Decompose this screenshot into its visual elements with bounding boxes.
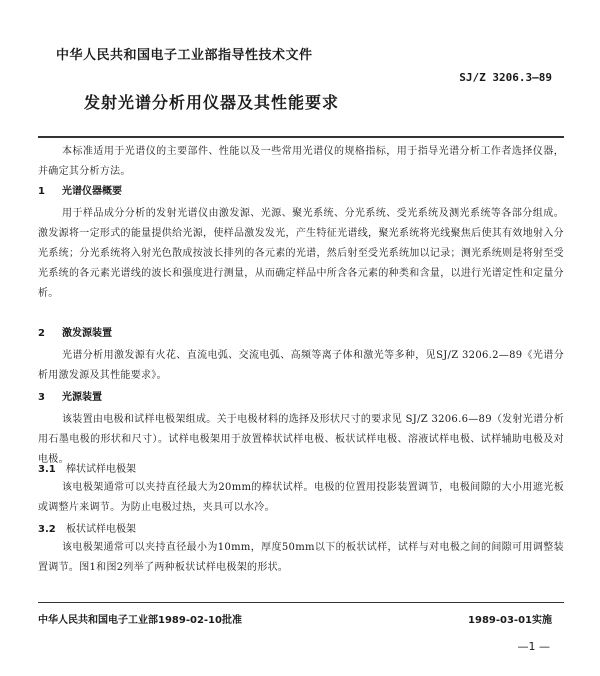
subsection-3-1-heading xyxy=(38,460,136,475)
standard-number: SJ/Z 3206.3—89 xyxy=(459,71,552,84)
section-number: 1 xyxy=(38,186,45,197)
subsection-number: 3.1 xyxy=(38,464,56,475)
approval-date: 中华人民共和国电子工业部1989-02-10批准 xyxy=(38,615,242,626)
subsection-title: 棒状试样电极架 xyxy=(66,464,136,475)
page-number: —1 — xyxy=(517,640,550,653)
section-2-paragraph: 光谱分析用激发源有火花、直流电弧、交流电弧、高频等离子体和激光等多种，见SJ/Z 3206.2—89《光谱分析用激发源及其性能要求》。 xyxy=(38,350,564,381)
section-title: 光谱仪器概要 xyxy=(62,186,122,197)
intro-paragraph: 本标准适用于光谱仪的主要部件、性能以及一些常用光谱仪的规格指标，用于指导光谱分析工作者选择仪器，并确定其分析方法。 xyxy=(38,146,564,177)
section-3-paragraph: 该装置由电极和试样电极架组成。关于电极材料的选择及形状尺寸的要求见 SJ/Z 3206.6—89（发射光谱分析用石墨电极的形状和尺寸）。试样电极架用于放置棒状试样电极、板状试样电极、溶液试样电极、试样辅助电极及对电极。 xyxy=(38,414,564,465)
subsection-3-2-paragraph: 该电极架通常可以夹持直径最小为10mm，厚度50mm以下的板状试样，试样与对电极之间的间隙可用调整装置调节。图1和图2列举了两种板状试样电极架的形状。 xyxy=(38,542,564,573)
header-divider xyxy=(38,136,564,138)
section-number: 2 xyxy=(38,328,45,339)
document-title: 发射光谱分析用仪器及其性能要求 xyxy=(84,93,340,112)
section-title: 激发源装置 xyxy=(62,328,112,339)
section-3-heading xyxy=(38,388,102,403)
issuing-organization: 中华人民共和国电子工业部指导性技术文件 xyxy=(56,48,313,63)
section-1-paragraph: 用于样品成分分析的发射光谱仪由激发源、光源、聚光系统、分光系统、受光系统及测光系统等各部分组成。激发源将一定形式的能量提供给光源，使样品激发发光，产生特征光谱线，聚光系统将光线聚焦后使其有效地射入分光系统；分光系统将入射光色散成按波长排列的各元素的光谱，然后射至受光系统加以记录；测光系统则是将射至受光系统的各元素光谱线的波长和强度进行测量，从而确定样品中所含各元素的种类和含量，以进行光谱定性和定量分析。 xyxy=(38,208,564,299)
subsection-3-1-paragraph: 该电极架通常可以夹持直径最大为20mm的棒状试样。电极的位置用投影装置调节，电极间隙的大小用遮光板或调整片来调节。为防止电极过热，夹具可以水冷。 xyxy=(38,482,564,513)
subsection-number: 3.2 xyxy=(38,524,56,535)
section-1-heading xyxy=(38,182,122,197)
section-number: 3 xyxy=(38,392,45,403)
footer-divider xyxy=(38,602,564,603)
effective-date: 1989-03-01实施 xyxy=(468,615,552,626)
subsection-3-2-heading xyxy=(38,520,136,535)
section-2-heading xyxy=(38,324,112,339)
subsection-title: 板状试样电极架 xyxy=(66,524,136,535)
section-title: 光源装置 xyxy=(62,392,102,403)
